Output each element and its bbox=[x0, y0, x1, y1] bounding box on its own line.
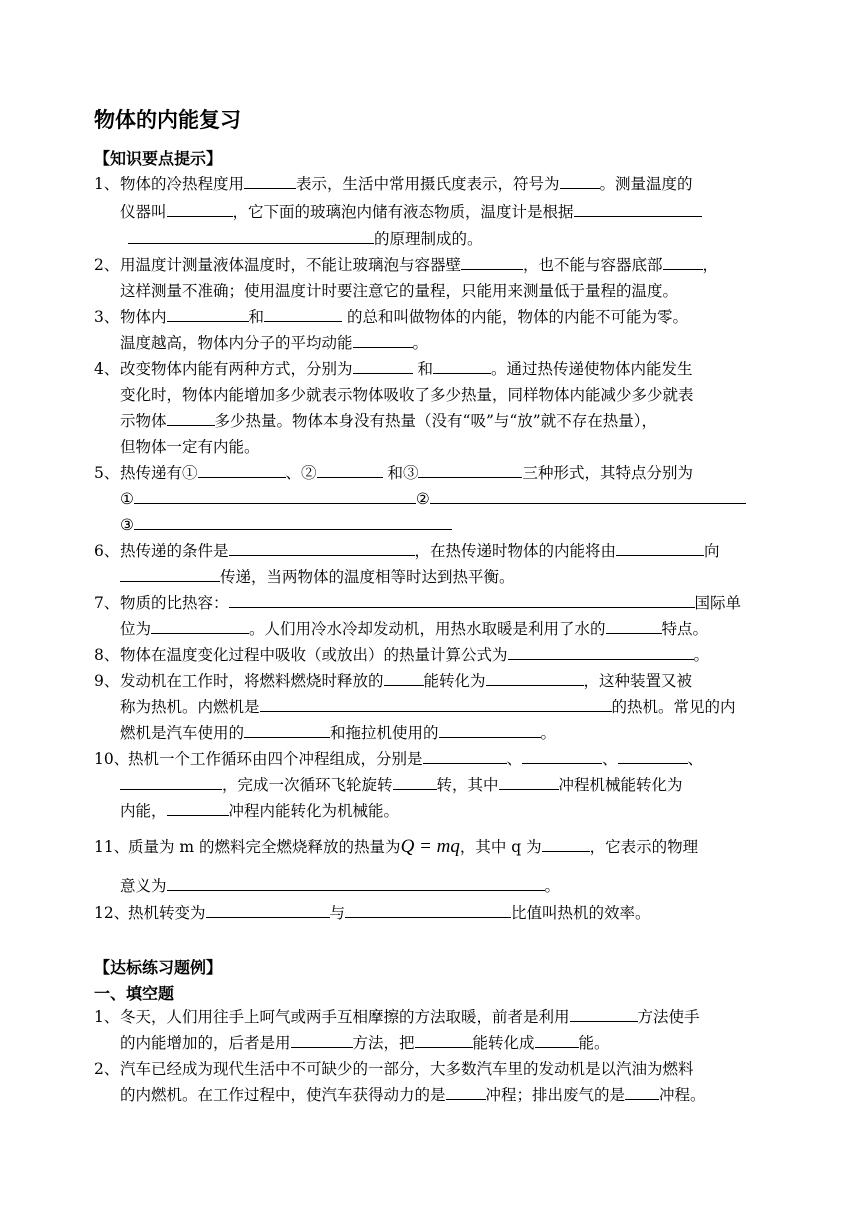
blank[interactable] bbox=[120, 566, 220, 582]
blank[interactable] bbox=[244, 173, 296, 189]
blank[interactable] bbox=[423, 748, 507, 764]
blank[interactable] bbox=[616, 540, 704, 556]
blank[interactable] bbox=[663, 254, 703, 270]
blank[interactable] bbox=[206, 902, 330, 918]
question-number: 7、 bbox=[94, 594, 120, 612]
blank[interactable] bbox=[167, 306, 249, 322]
blank[interactable] bbox=[446, 1084, 486, 1100]
blank[interactable] bbox=[167, 800, 229, 816]
question-5-line-3: ③ bbox=[120, 514, 452, 536]
question-1-line-3: 的原理制成的。 bbox=[128, 228, 483, 250]
question-4-line-3: 示物体 多少热量。物体本身没有热量（没有“吸”与“放”就不存在热量）， bbox=[120, 412, 657, 430]
question-8-line-1: 物体在温度变化过程中吸收（或放出）的热量计算公式为 。 bbox=[120, 646, 710, 664]
question-4-line-1: 改变物体内能有两种方式，分别为 和 。通过热传递使物体内能发生 bbox=[120, 360, 693, 378]
blank[interactable] bbox=[574, 201, 702, 217]
blank[interactable] bbox=[486, 670, 584, 686]
section-heading-practice: 【达标练习题例】 bbox=[94, 958, 223, 977]
question-1-line-2: 仪器叫 ，它下面的玻璃泡内储有液态物质，温度计是根据 bbox=[120, 201, 702, 223]
blank[interactable] bbox=[264, 306, 342, 322]
blank[interactable] bbox=[430, 488, 746, 504]
blank[interactable] bbox=[120, 774, 222, 790]
blank[interactable] bbox=[522, 748, 602, 764]
blank[interactable] bbox=[128, 228, 374, 244]
blank[interactable] bbox=[535, 1032, 579, 1048]
blank[interactable] bbox=[560, 173, 600, 189]
blank[interactable] bbox=[393, 774, 437, 790]
question-4-line-2: 变化时，物体内能增加多少就表示物体吸收了多少热量，同样物体内能减少多少就表 bbox=[120, 386, 694, 404]
blank[interactable] bbox=[198, 462, 286, 478]
question-number: 12、 bbox=[94, 904, 130, 922]
blank[interactable] bbox=[167, 201, 233, 217]
blank[interactable] bbox=[418, 462, 522, 478]
question-number: 11、 bbox=[94, 838, 130, 856]
question-9-line-1: 发动机在工作时，将燃料燃烧时释放的 能转化为 ，这种装置又被 bbox=[120, 672, 693, 690]
exercise-2-line-2: 的内燃机。在工作过程中，使汽车获得动力的是 冲程；排出废气的是 冲程。 bbox=[120, 1086, 706, 1104]
question-number: 9、 bbox=[94, 672, 120, 690]
blank[interactable] bbox=[134, 488, 416, 504]
page-title: 物体的内能复习 bbox=[94, 108, 241, 132]
blank[interactable] bbox=[317, 462, 383, 478]
blank[interactable] bbox=[625, 1084, 659, 1100]
blank[interactable] bbox=[167, 875, 545, 891]
question-9-line-2: 称为热机。内燃机是 的热机。常见的内 bbox=[120, 698, 736, 716]
question-2-line-1: 用温度计测量液体温度时，不能让玻璃泡与容器壁 ，也不能与容器底部 ， bbox=[120, 256, 719, 274]
exercise-1-line-2: 的内能增加的，后者是用 方法，把 能转化成 能。 bbox=[120, 1034, 610, 1052]
blank[interactable] bbox=[508, 644, 694, 660]
question-number: 4、 bbox=[94, 360, 120, 378]
question-number: 2、 bbox=[94, 256, 120, 274]
blank[interactable] bbox=[353, 332, 413, 348]
blank[interactable] bbox=[167, 410, 215, 426]
question-10-line-3: 内能， 冲程内能转化为机械能。 bbox=[120, 802, 400, 820]
blank[interactable] bbox=[151, 618, 249, 634]
question-number: 6、 bbox=[94, 542, 120, 560]
blank[interactable] bbox=[345, 902, 511, 918]
question-5-line-1: 热传递有① 、② 和③ 三种形式，其特点分别为 bbox=[120, 464, 693, 482]
question-3-line-1: 物体内 和 的总和叫做物体的内能，物体的内能不可能为零。 bbox=[120, 308, 688, 326]
question-number: 1、 bbox=[94, 1008, 120, 1026]
question-7-line-2: 位为 。人们用冷水冷却发动机，用热水取暖是利用了水的 特点。 bbox=[120, 620, 709, 638]
section-heading-knowledge: 【知识要点提示】 bbox=[94, 149, 223, 168]
question-4-line-4: 但物体一定有内能。 bbox=[120, 438, 260, 456]
blank[interactable] bbox=[291, 1032, 353, 1048]
blank[interactable] bbox=[439, 722, 541, 738]
subsection-fill-in: 一、填空题 bbox=[94, 984, 175, 1003]
question-10-line-1: 热机一个工作循环由四个冲程组成，分别是 、 、 、 bbox=[128, 750, 704, 768]
blank[interactable] bbox=[542, 836, 590, 852]
question-11-line-2: 意义为 。 bbox=[120, 877, 561, 895]
question-11-line-1: 质量为 m 的燃料完全燃烧释放的热量为Q = mq，其中 q 为 ，它表示的物理 bbox=[128, 836, 699, 857]
question-6-line-1: 热传递的条件是 ，在热传递时物体的内能将由 向 bbox=[120, 542, 720, 560]
question-9-line-3: 燃机是汽车使用的 和拖拉机使用的 。 bbox=[120, 724, 557, 742]
question-number: 3、 bbox=[94, 308, 120, 326]
exercise-2-line-1: 汽车已经成为现代生活中不可缺少的一部分，大多数汽车里的发动机是以汽油为燃料 bbox=[120, 1060, 694, 1078]
question-5-line-2: ① ② bbox=[120, 488, 746, 510]
question-number: 1、 bbox=[94, 175, 120, 193]
blank[interactable] bbox=[353, 358, 413, 374]
question-number: 2、 bbox=[94, 1060, 120, 1078]
question-3-line-2: 温度越高，物体内分子的平均动能 。 bbox=[120, 334, 429, 352]
question-number: 5、 bbox=[94, 464, 120, 482]
blank[interactable] bbox=[499, 774, 559, 790]
blank[interactable] bbox=[229, 540, 415, 556]
exercise-1-line-1: 冬天，人们用往手上呵气或两手互相摩擦的方法取暖，前者是利用 方法使手 bbox=[120, 1008, 700, 1026]
heat-formula: Q = mq bbox=[400, 836, 460, 857]
blank[interactable] bbox=[618, 748, 688, 764]
question-12-line-1: 热机转变为 与 比值叫热机的效率。 bbox=[128, 904, 651, 922]
question-number: 10、 bbox=[94, 750, 130, 768]
question-number: 8、 bbox=[94, 646, 120, 664]
blank[interactable] bbox=[606, 618, 662, 634]
blank[interactable] bbox=[570, 1006, 638, 1022]
blank[interactable] bbox=[384, 670, 424, 686]
blank[interactable] bbox=[415, 1032, 473, 1048]
question-10-line-2: ，完成一次循环飞轮旋转 转，其中 冲程机械能转化为 bbox=[120, 774, 683, 796]
question-7-line-1: 物质的比热容： 国际单 bbox=[120, 594, 742, 612]
blank[interactable] bbox=[433, 358, 491, 374]
blank[interactable] bbox=[229, 592, 695, 608]
blank[interactable] bbox=[244, 722, 330, 738]
blank[interactable] bbox=[134, 514, 452, 530]
question-2-line-2: 这样测量不准确；使用温度计时要注意它的量程，只能用来测量低于量程的温度。 bbox=[120, 282, 679, 300]
question-6-line-2: 传递，当两物体的温度相等时达到热平衡。 bbox=[120, 566, 515, 588]
blank[interactable] bbox=[260, 696, 612, 712]
question-1-line-1: 物体的冷热程度用 表示，生活中常用摄氏度表示，符号为 。测量温度的 bbox=[120, 175, 693, 193]
blank[interactable] bbox=[461, 254, 523, 270]
